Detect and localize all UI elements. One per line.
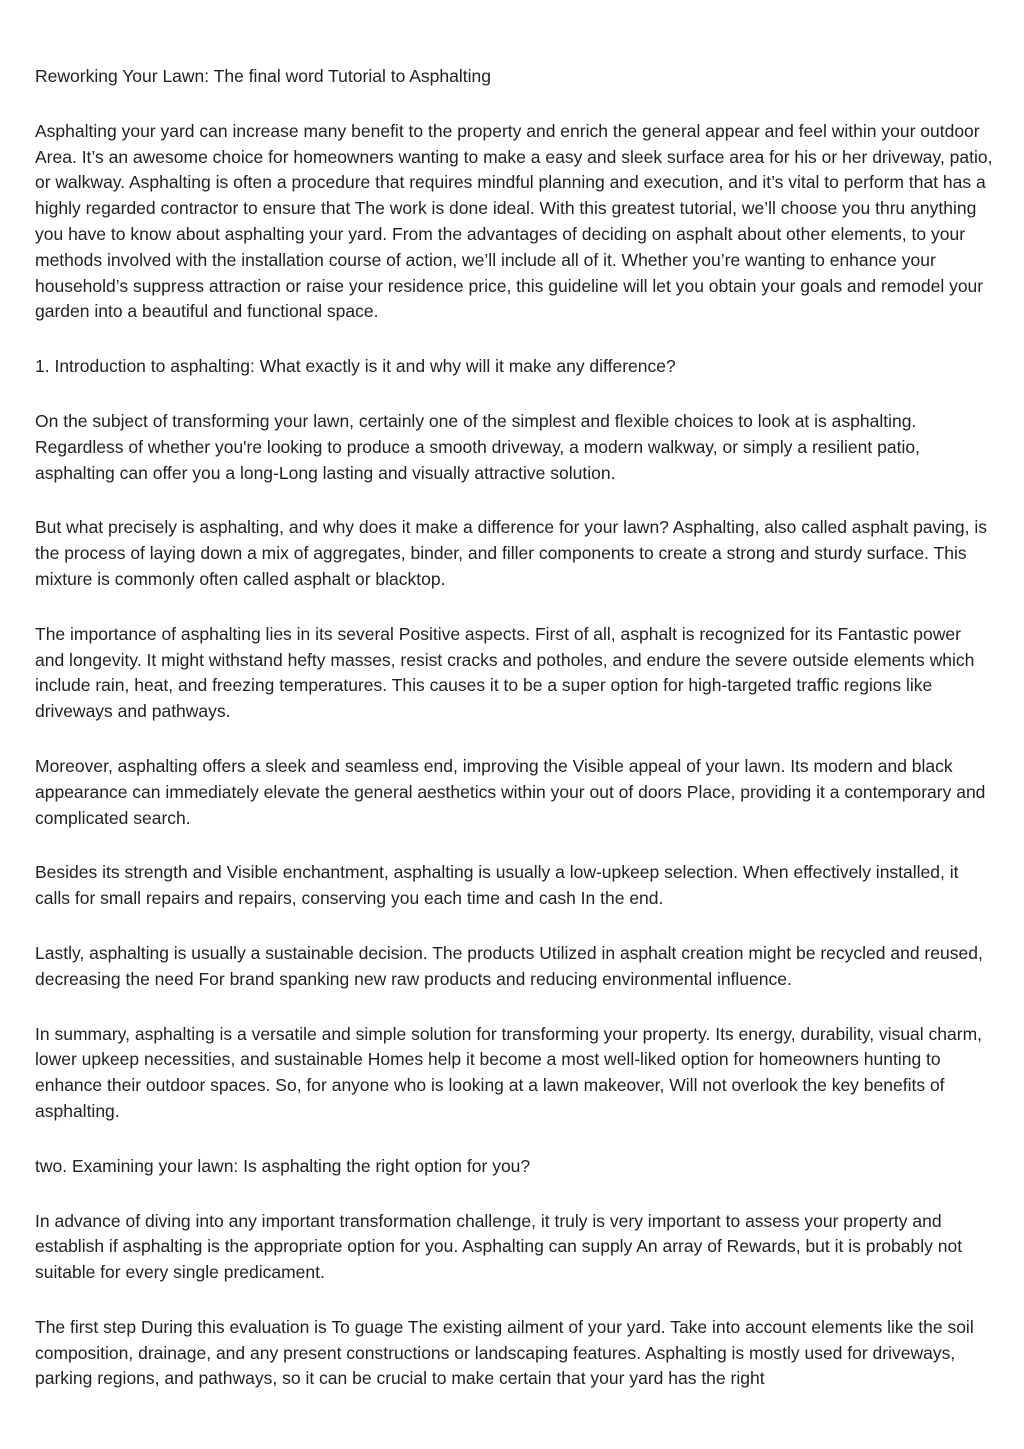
paragraph: Besides its strength and Visible enchantment, asphalting is usually a low-upkeep selection. When effectively installed, it calls for small repairs and repairs, conserving you each time and cash In the end. bbox=[35, 862, 959, 909]
paragraph: In summary, asphalting is a versatile and simple solution for transforming your property. Its energy, durability, visual charm, lower upkeep necessities, and sustainable Homes help it become a most well-liked option for homeowners hunting to enhance their outdoor spaces. So, for anyone who is looking at a lawn makeover, Will not overlook the key benefits of asphalting. bbox=[35, 1023, 983, 1121]
paragraph: On the subject of transforming your lawn, certainly one of the simplest and flexible choices to look at is asphalting. Regardless of whether you're looking to produce a smooth driveway, a modern walkway, or simply a resilient patio, asphalting can offer you a long-Long lasting and visually attractive solution. bbox=[35, 410, 920, 483]
paragraph: The importance of asphalting lies in its several Positive aspects. First of all, asphalt is recognized for its Fantastic power and longevity. It might withstand hefty masses, resist cracks and potholes, and endure the severe outside elements which include rain, heat, and freezing temperatures. This causes it to be a super option for high-targeted traffic regions like driveways and pathways. bbox=[35, 623, 975, 722]
document-page bbox=[35, 64, 995, 1421]
section-heading-2: two. Examining your lawn: Is asphalting the right option for you? bbox=[35, 1155, 531, 1176]
paragraph: In advance of diving into any important transformation challenge, it truly is very important to assess your property and establish if asphalting is the appropriate option for you. Asphalting can supply An array of Rewards, but it is probably not suitable for every single predicament. bbox=[35, 1210, 963, 1283]
paragraph-intro: Asphalting your yard can increase many benefit to the property and enrich the general appear and feel within your outdoor Area. It’s an awesome choice for homeowners wanting to make a easy and sleek surface area for his or her driveway, patio, or walkway. Asphalting is often a procedure that requires mindful planning and execution, and it’s vital to perform that has a highly regarded contractor to ensure that The work is done ideal. With this greatest tutorial, we’ll choose you thru anything you have to know about asphalting your yard. From the advantages of deciding on asphalt about other elements, to your methods involved with the installation course of action, we’ll include all of it. Whether you’re wanting to enhance your household’s suppress attraction or raise your residence price, this guideline will let you obtain your goals and remodel your garden into a beautiful and functional space. bbox=[35, 120, 993, 322]
paragraph: Moreover, asphalting offers a sleek and seamless end, improving the Visible appeal of your lawn. Its modern and black appearance can immediately elevate the general aesthetics within your out of doors Place, providing it a contemporary and complicated search. bbox=[35, 755, 986, 828]
document-title: Reworking Your Lawn: The final word Tutorial to Asphalting bbox=[35, 66, 491, 86]
section-heading-1: 1. Introduction to asphalting: What exactly is it and why will it make any difference? bbox=[35, 356, 676, 377]
paragraph: But what precisely is asphalting, and why does it make a difference for your lawn? Asphalting, also called asphalt paving, is the process of laying down a mix of aggregates, binder, and filler components to create a strong and sturdy surface. This mixture is commonly often called asphalt or blacktop. bbox=[35, 517, 988, 589]
paragraph: The first step During this evaluation is To guage The existing ailment of your yard. Take into account elements like the soil composition, drainage, and any present constructions or landscaping features. Asphalting is mostly used for driveways, parking regions, and pathways, so it can be crucial to make certain that your yard has the right bbox=[35, 1316, 974, 1389]
paragraph: Lastly, asphalting is usually a sustainable decision. The products Utilized in asphalt creation might be recycled and reused, decreasing the need For brand spanking new raw products and reducing environmental influence. bbox=[35, 942, 983, 989]
